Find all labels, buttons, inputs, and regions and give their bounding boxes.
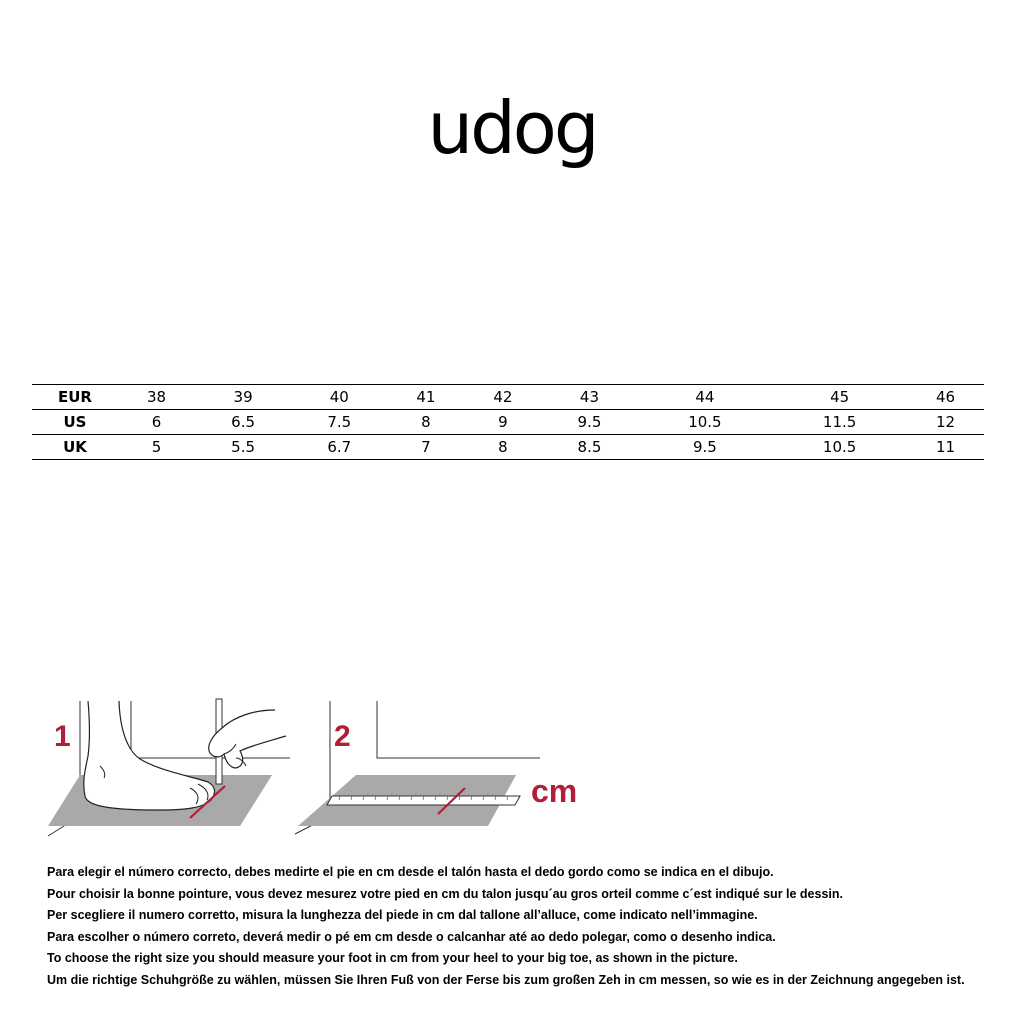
size-cell: 40 <box>291 385 387 410</box>
step-2-number: 2 <box>334 720 351 753</box>
size-cell: 42 <box>464 385 541 410</box>
size-cell: 8 <box>464 435 541 460</box>
size-cell: 6.7 <box>291 435 387 460</box>
size-cell: 7 <box>387 435 464 460</box>
size-cell: 5.5 <box>195 435 291 460</box>
row-label: UK <box>32 435 118 460</box>
size-row-uk <box>32 435 984 460</box>
instruction-de: Um die richtige Schuhgröße zu wählen, müssen Sie Ihren Fuß von der Ferse bis zum großen Zeh in cm messen, so wie es in der Zeichnung angegeben ist. <box>47 972 965 987</box>
instruction-fr: Pour choisir la bonne pointure, vous devez mesurez votre pied en cm du talon jusqu´au gros orteil comme c´est indiqué sur le dessin. <box>47 886 843 901</box>
row-label: US <box>32 410 118 435</box>
size-cell: 12 <box>907 410 984 435</box>
size-cell: 5 <box>118 435 195 460</box>
size-cell: 9.5 <box>638 435 773 460</box>
size-cell: 7.5 <box>291 410 387 435</box>
size-cell: 41 <box>387 385 464 410</box>
size-cell: 8.5 <box>541 435 637 460</box>
size-cell: 9 <box>464 410 541 435</box>
row-label: EUR <box>32 385 118 410</box>
size-cell: 39 <box>195 385 291 410</box>
size-cell: 46 <box>907 385 984 410</box>
size-chart-table <box>32 384 984 460</box>
instruction-it: Per scegliere il numero corretto, misura la lunghezza del piede in cm dal tallone all’alluce, come indicato nell’immagine. <box>47 908 758 923</box>
size-row-eur <box>32 385 984 410</box>
size-cell: 11.5 <box>772 410 907 435</box>
foot-measurement-illustration <box>40 696 580 846</box>
size-cell: 10.5 <box>772 435 907 460</box>
size-cell: 6.5 <box>195 410 291 435</box>
instruction-es: Para elegir el número correcto, debes medirte el pie en cm desde el talón hasta el dedo gordo como se indica en el dibujo. <box>47 865 774 879</box>
step-1-number: 1 <box>54 720 71 753</box>
size-cell: 6 <box>118 410 195 435</box>
unit-label: cm <box>531 773 578 809</box>
size-cell: 44 <box>638 385 773 410</box>
size-cell: 9.5 <box>541 410 637 435</box>
foot-icon <box>84 701 215 810</box>
size-cell: 43 <box>541 385 637 410</box>
size-row-us <box>32 410 984 435</box>
size-cell: 45 <box>772 385 907 410</box>
measurement-instructions <box>47 862 1007 992</box>
brand-logo: udog <box>427 86 597 170</box>
size-cell: 8 <box>387 410 464 435</box>
size-cell: 11 <box>907 435 984 460</box>
size-cell: 10.5 <box>638 410 773 435</box>
instruction-en: To choose the right size you should measure your foot in cm from your heel to your big toe, as shown in the picture. <box>47 951 738 966</box>
size-cell: 38 <box>118 385 195 410</box>
instruction-pt: Para escolher o número correto, deverá medir o pé em cm desde o calcanhar até ao dedo polegar, como o desenho indica. <box>47 929 776 944</box>
